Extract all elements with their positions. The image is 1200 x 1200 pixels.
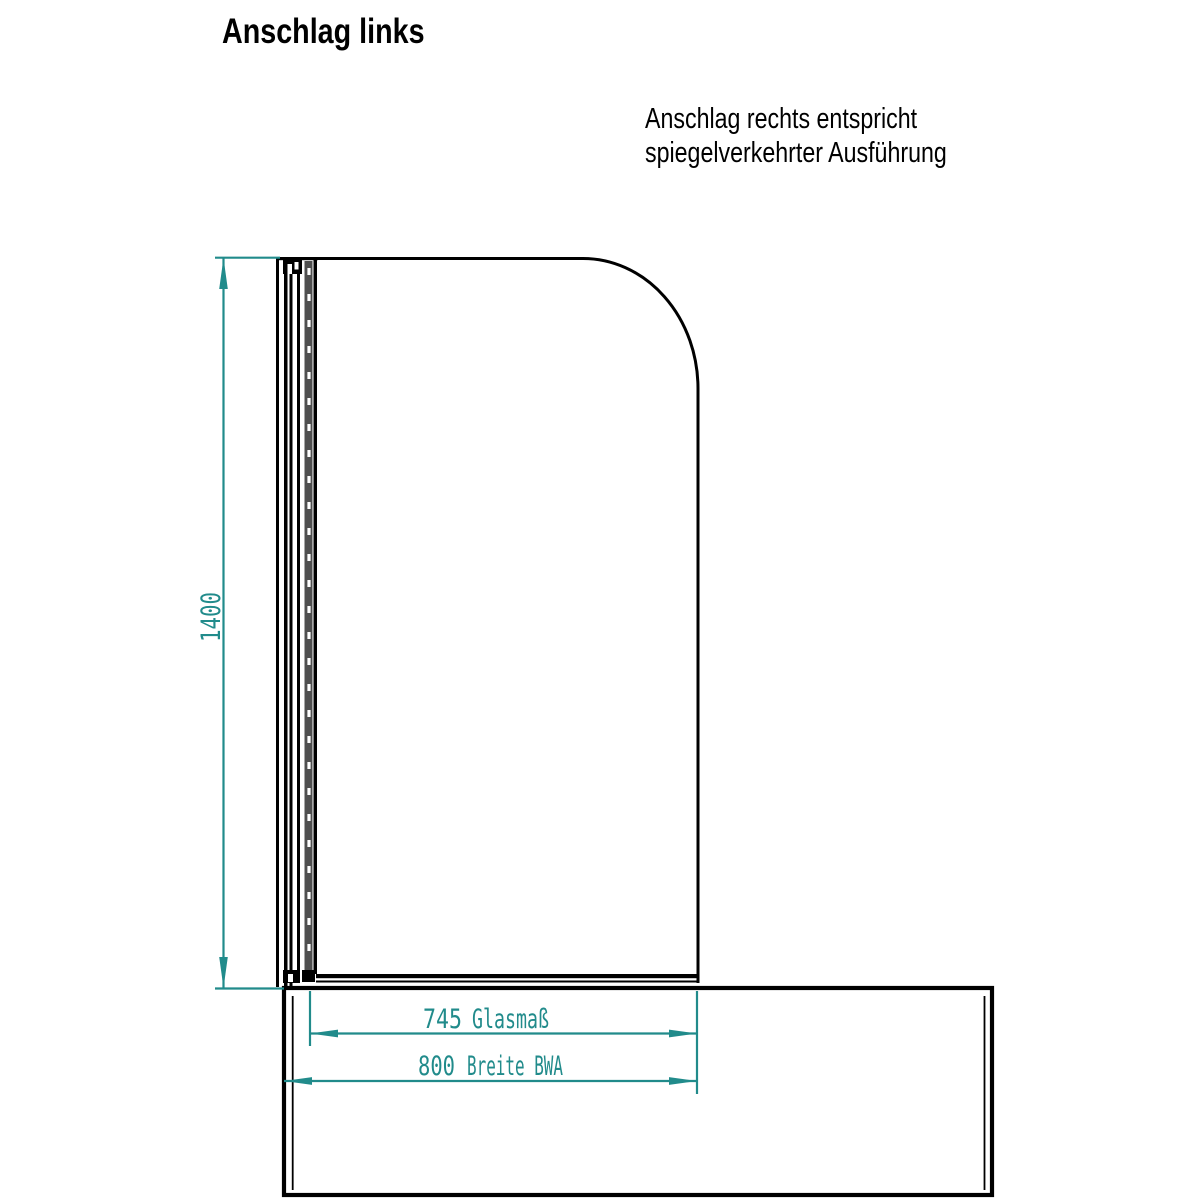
glass-bottom-seal-thin [316,981,699,983]
profile-top-fitting [283,258,302,274]
profile-line-3 [290,259,293,987]
profile-line-1 [276,259,279,987]
arrow-up-icon [219,258,228,289]
dim-label-glass: Glasmaß [472,1004,549,1035]
profile-bottom-fitting-notch [288,974,293,982]
dim-label-bwa: Breite BWA [467,1051,563,1082]
wall-profile [276,257,318,987]
profile-top-fitting-notch-1 [288,264,293,274]
glass-outline [316,259,698,984]
bathtub [284,988,992,1195]
arrow-down-icon [219,957,228,988]
glass-bottom-seal-thick [316,974,699,978]
dim-label-height: 1400 [196,576,227,642]
profile-bottom-connector [302,970,315,982]
mirror-note-line1: Anschlag rechts entspricht [645,103,918,135]
dim-value-bwa: 800 [418,1051,455,1082]
dim-value-glass: 745 [423,1004,462,1035]
profile-glass-channel [305,261,313,972]
profile-top-fitting-notch-2 [295,262,299,270]
profile-line-5 [314,259,318,974]
bathtub-outer-rim [284,988,992,1195]
drawing-title: Anschlag links [222,12,425,51]
dimension-marks [196,258,697,1085]
mirror-note-line2: spiegelverkehrter Ausführung [645,137,947,169]
profile-line-4 [297,259,300,973]
profile-line-2 [284,259,288,987]
glass-panel [316,259,699,984]
